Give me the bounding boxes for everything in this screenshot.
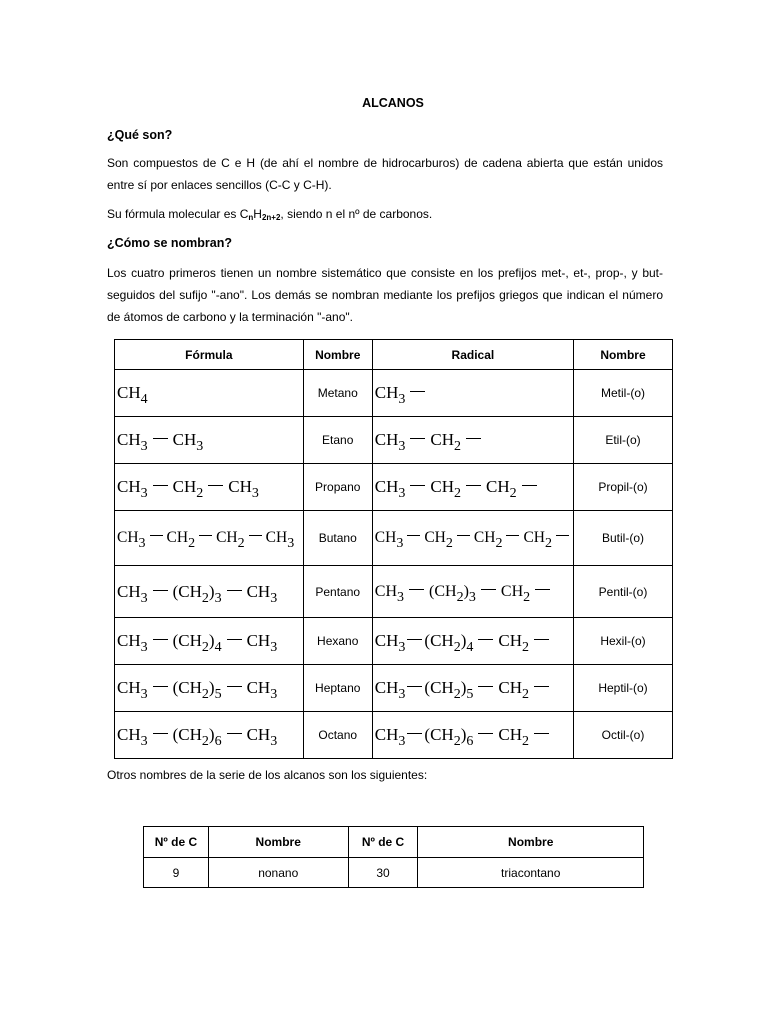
series-table — [143, 826, 644, 888]
formula-pentane: $CH_3$ $(CH_2)_3$ $CH_3$ — [117, 581, 278, 606]
radical-ethyl: $CH_3$ $CH_2$ — [375, 430, 486, 449]
formula-ethane: $CH_3$ $CH_3$ — [117, 430, 204, 454]
table-row — [144, 858, 644, 888]
formula-cell — [115, 566, 304, 618]
radical-name: Octil-(o) — [573, 712, 672, 759]
formula-cell — [115, 464, 304, 511]
alkane-name: Octano — [303, 712, 372, 759]
molecular-formula-line — [107, 203, 663, 230]
paragraph-naming-line1: Los cuatro primeros tienen un nombre sistemático que consiste en los prefijos met-, et-, prop-, y but- — [107, 266, 663, 280]
radical-octyl: $CH_3$ $(CH_2)_6$ $CH_2$ — [375, 725, 554, 744]
radical-propyl: $CH_3$ $CH_2$ $CH_2$ — [375, 477, 542, 496]
radical-cell — [372, 511, 573, 566]
alkane-table-header-row — [115, 340, 673, 370]
radical-cell — [372, 665, 573, 712]
alkane-name: Propano — [303, 464, 372, 511]
header-carbon-count-2: Nº de C — [348, 827, 418, 858]
radical-methyl: $CH_3$ — [375, 383, 431, 402]
radical-name: Hexil-(o) — [573, 618, 672, 665]
alkane-name: Hexano — [303, 618, 372, 665]
radical-name: Metil-(o) — [573, 370, 672, 417]
header-radical: Radical — [372, 340, 573, 370]
formula-suffix: , siendo n el nº de carbonos. — [280, 207, 433, 221]
formula-cell — [115, 511, 304, 566]
alkane-name: Etano — [303, 417, 372, 464]
paragraph-naming-line3: de átomos de carbono y la terminación "-ano". — [107, 310, 353, 324]
table-row — [115, 665, 673, 712]
radical-name: Pentil-(o) — [573, 566, 672, 618]
alkane-name: Butano — [303, 511, 372, 566]
alkane-name: Heptano — [303, 665, 372, 712]
header-name-1: Nombre — [208, 827, 348, 858]
radical-heptyl: $CH_3$ $(CH_2)_5$ $CH_2$ — [375, 678, 554, 697]
table-row — [115, 618, 673, 665]
radical-butyl: $CH_3$ $CH_2$ $CH_2$ $CH_2$ — [375, 529, 573, 546]
heading-como-se-nombran: ¿Cómo se nombran? — [107, 236, 233, 250]
radical-cell — [372, 566, 573, 618]
alkane-name: nonano — [208, 858, 348, 888]
formula-h: H — [253, 207, 262, 221]
formula-cell — [115, 417, 304, 464]
table-row — [115, 712, 673, 759]
formula-cell — [115, 618, 304, 665]
alkane-name: Pentano — [303, 566, 372, 618]
radical-name: Heptil-(o) — [573, 665, 672, 712]
alkane-table — [114, 339, 673, 759]
formula-heptane: $CH_3$ $(CH_2)_5$ $CH_3$ — [117, 678, 278, 702]
formula-hexane: $CH_3$ $(CH_2)_4$ $CH_3$ — [117, 631, 278, 655]
header-name: Nombre — [303, 340, 372, 370]
radical-cell — [372, 370, 573, 417]
radical-cell — [372, 712, 573, 759]
series-table-header-row — [144, 827, 644, 858]
other-names-text: Otros nombres de la serie de los alcanos son los siguientes: — [107, 768, 428, 782]
table-row — [115, 464, 673, 511]
radical-name: Propil-(o) — [573, 464, 672, 511]
formula-methane: $CH_4$ — [117, 383, 148, 407]
formula-cell — [115, 665, 304, 712]
alkane-name: triacontano — [418, 858, 644, 888]
formula-butane: $CH_3$ $CH_2$ $CH_2$ $CH_3$ — [117, 529, 295, 551]
formula-n-subscript: n — [248, 213, 254, 222]
table-row — [115, 566, 673, 618]
radical-hexyl: $CH_3$ $(CH_2)_4$ $CH_2$ — [375, 631, 554, 650]
radical-cell — [372, 417, 573, 464]
formula-octane: $CH_3$ $(CH_2)_6$ $CH_3$ — [117, 725, 278, 749]
alkane-name: Metano — [303, 370, 372, 417]
carbon-count: 9 — [144, 858, 209, 888]
paragraph-definition-line2: entre sí por enlaces sencillos (C-C y C-H). — [107, 178, 332, 192]
radical-cell — [372, 464, 573, 511]
header-carbon-count-1: Nº de C — [144, 827, 209, 858]
radical-name: Etil-(o) — [573, 417, 672, 464]
formula-cell — [115, 370, 304, 417]
formula-propane: $CH_3$ $CH_2$ $CH_3$ — [117, 477, 259, 501]
formula-prefix: Su fórmula molecular es C — [107, 207, 249, 221]
table-row — [115, 417, 673, 464]
radical-cell — [372, 618, 573, 665]
heading-que-son: ¿Qué son? — [107, 128, 173, 142]
radical-pentyl: $CH_3$ $(CH_2)_3$ $CH_2$ — [375, 583, 555, 600]
formula-2n2-subscript: 2n+2 — [261, 213, 281, 222]
header-formula: Fórmula — [115, 340, 304, 370]
document-title: ALCANOS — [362, 96, 424, 110]
header-name-2: Nombre — [418, 827, 644, 858]
table-row — [115, 370, 673, 417]
paragraph-naming-line2: seguidos del sufijo "-ano". Los demás se nombran mediante los prefijos griegos que indican el número — [107, 288, 663, 302]
table-row — [115, 511, 673, 566]
formula-cell — [115, 712, 304, 759]
paragraph-definition-line1: Son compuestos de C e H (de ahí el nombre de hidrocarburos) de cadena abierta que están unidos — [107, 156, 663, 170]
carbon-count: 30 — [348, 858, 418, 888]
header-radical-name: Nombre — [573, 340, 672, 370]
radical-name: Butil-(o) — [573, 511, 672, 566]
